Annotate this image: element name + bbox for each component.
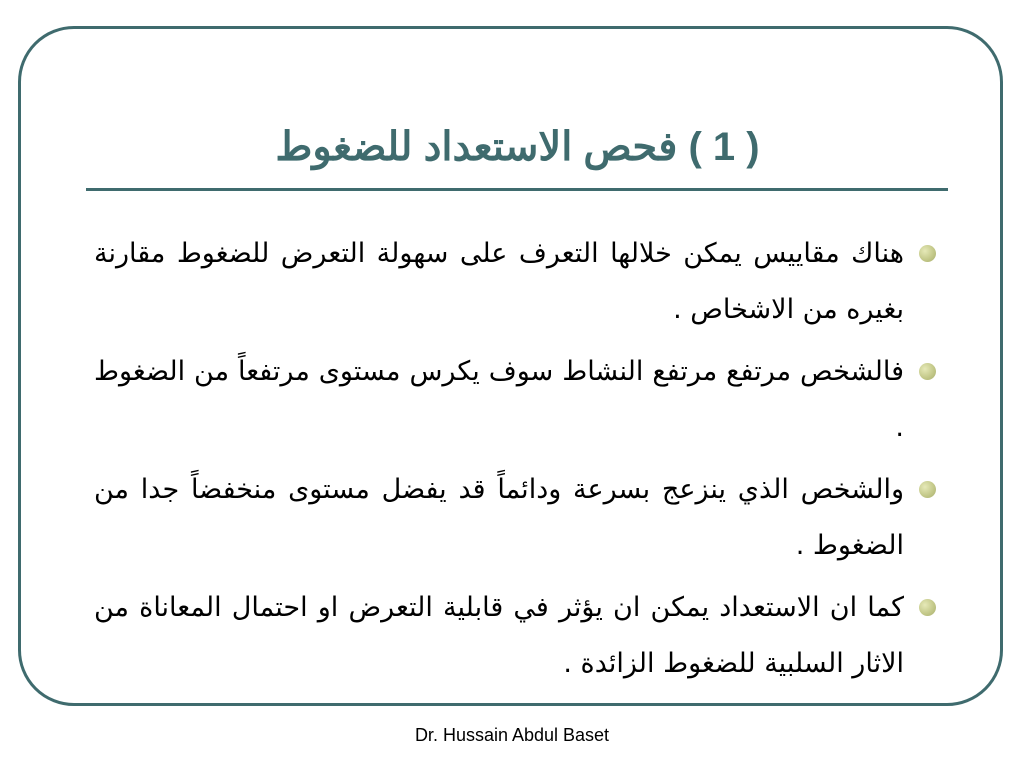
bullet-text: هناك مقاييس يمكن خلالها التعرف على سهولة التعرض للضغوط مقارنة بغيره من الاشخاص .: [94, 238, 904, 325]
bullet-item: [94, 226, 940, 338]
title-divider: [86, 188, 948, 191]
bullet-icon: [919, 363, 936, 380]
bullet-icon: [919, 245, 936, 262]
bullet-icon: [919, 481, 936, 498]
footer-author: Dr. Hussain Abdul Baset: [414, 725, 610, 745]
bullet-text: كما ان الاستعداد يمكن ان يؤثر في قابلية التعرض او احتمال المعاناة من الاثار السلبية للضغوط الزائدة .: [94, 592, 904, 679]
bullet-item: [94, 344, 940, 456]
bullet-item: [94, 580, 940, 692]
bullet-list: [94, 226, 940, 698]
bullet-item: [94, 462, 940, 574]
bullet-text: والشخص الذي ينزعج بسرعة ودائماً قد يفضل مستوى منخفضاً جدا من الضغوط .: [94, 474, 904, 561]
bullet-text: فالشخص مرتفع مرتفع النشاط سوف يكرس مستوى مرتفعاً من الضغوط .: [94, 356, 904, 443]
slide-title: ( 1 ) فحص الاستعداد للضغوط: [275, 125, 760, 169]
bullet-icon: [919, 599, 936, 616]
